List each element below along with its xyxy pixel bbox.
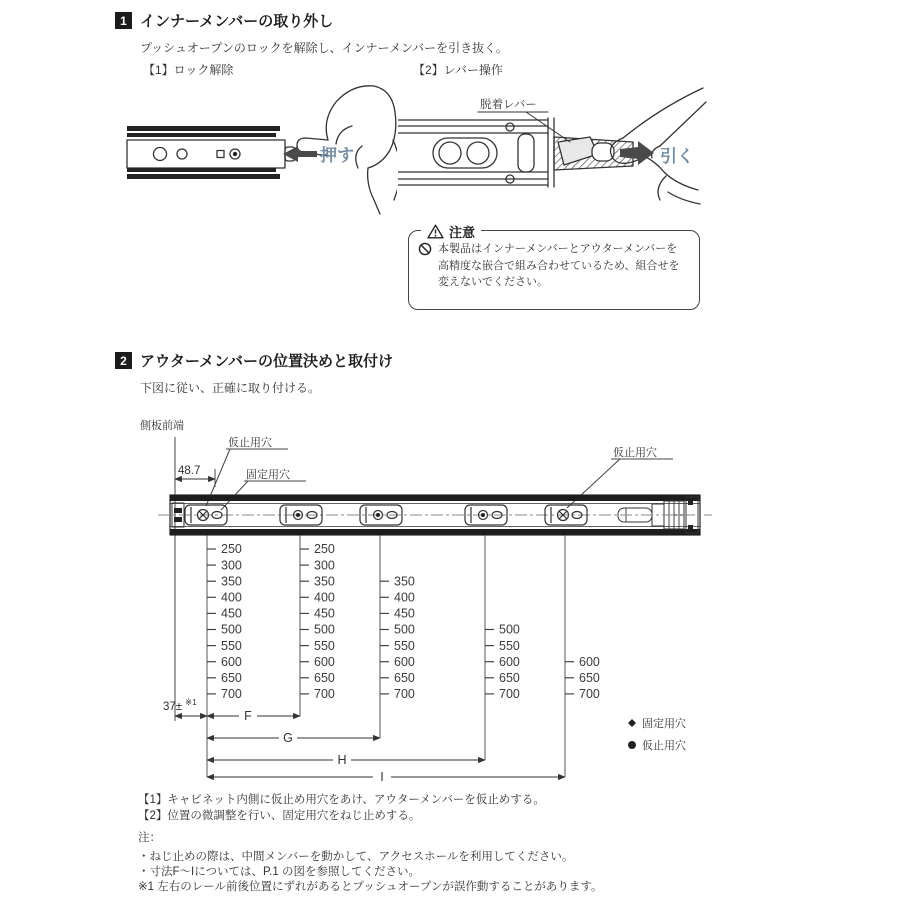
temp-hole-marker-icon — [628, 741, 636, 749]
ruler-tick-value: 650 — [579, 671, 600, 685]
notes-block — [138, 831, 603, 895]
outer-member-dimension-drawing — [130, 413, 780, 791]
caution-title: 注意 — [449, 225, 476, 240]
step-2: 【2】位置の微調整を行い、固定用穴をねじ止めする。 — [138, 809, 421, 822]
rail-stopper — [518, 134, 534, 172]
ruler-tick-value: 600 — [394, 654, 415, 669]
section1-intro: プッシュオープンのロックを解除し、インナーメンバーを引き抜く。 — [140, 41, 508, 55]
ruler-tick-value: 600 — [579, 654, 600, 669]
note-2: ・寸法F～Iについては、P.1 の図を参照してください。 — [138, 866, 420, 878]
dim-37-note-ref: ※1 — [185, 697, 197, 707]
detach-lever-label: 脱着レバー — [480, 99, 537, 111]
ruler-tick-value: 550 — [221, 638, 242, 653]
side-panel-front-label: 側板前端 — [140, 420, 184, 432]
pull-label: 引く — [660, 147, 694, 166]
figure1-lock-release-drawing — [122, 80, 397, 220]
temp-hole-right-label: 仮止用穴 — [613, 447, 657, 459]
dim-37-value: 37± — [163, 701, 183, 713]
ruler-tick-value: 700 — [579, 687, 600, 702]
figure2-caption: 【2】レバー操作 — [413, 63, 503, 77]
note-title: 注： — [138, 832, 161, 844]
ruler-tick-value: 250 — [314, 542, 335, 557]
note-3: ※1 左右のレール前後位置にずれがあるとプッシュオープンが誤作動することがあります。 — [138, 881, 603, 893]
ruler-tick-value: 700 — [394, 687, 415, 702]
ruler-tick-value: 700 — [221, 687, 242, 702]
fix-hole-label: 固定用穴 — [246, 469, 290, 481]
figure1-caption: 【1】ロック解除 — [143, 63, 234, 77]
ruler-tick-value: 300 — [221, 558, 242, 573]
ruler-tick-value: 500 — [221, 622, 242, 637]
ruler-tick-value: 350 — [314, 574, 335, 589]
temp-hole-left-label: 仮止用穴 — [228, 437, 272, 449]
figure2-lever-operation-drawing — [398, 80, 710, 220]
rail-top-band — [127, 126, 280, 131]
ruler-tick-value: 700 — [499, 687, 520, 702]
push-label: 押す — [320, 146, 354, 165]
span-dim-label: G — [283, 731, 293, 745]
section2-number-badge: 2 — [115, 352, 132, 369]
note-1: ・ねじ止めの際は、中間メンバーを動かして、アクセスホールを利用してください。 — [138, 851, 574, 863]
push-arrow-icon — [283, 146, 317, 162]
warning-triangle-icon — [427, 224, 444, 239]
section2-header — [115, 350, 393, 371]
ruler-tick-value: 350 — [394, 574, 415, 589]
caution-title-row — [421, 222, 481, 241]
mounting-steps — [138, 793, 545, 824]
section1-header — [115, 10, 333, 31]
ruler-tick-value: 550 — [394, 638, 415, 653]
ruler-tick-value: 550 — [314, 638, 335, 653]
ruler-tick-value: 450 — [221, 606, 242, 621]
ruler-tick-value: 400 — [314, 590, 335, 605]
ruler-tick-value: 250 — [221, 542, 242, 557]
ruler-tick-value: 550 — [499, 638, 520, 653]
section1-number-badge: 1 — [115, 12, 132, 29]
ruler-tick-value: 500 — [394, 622, 415, 637]
ruler-tick-value: 600 — [221, 654, 242, 669]
section2-intro: 下図に従い、正確に取り付ける。 — [140, 381, 321, 395]
ruler-tick-value: 650 — [499, 671, 520, 685]
ruler-tick-value: 700 — [314, 687, 335, 702]
caution-text: 本製品はインナーメンバーとアウターメンバーを 高精度な嵌合で組み合わせているため、組合せを 変えないでください。 — [438, 243, 680, 288]
prohibition-icon — [418, 242, 432, 256]
legend-fix-hole-label: 固定用穴 — [642, 718, 686, 730]
legend-temp-hole-label: 仮止用穴 — [642, 740, 686, 752]
ruler-tick-value: 500 — [314, 622, 335, 637]
rail-slot — [433, 138, 497, 168]
ruler-tick-value: 600 — [499, 654, 520, 669]
ruler-tick-value: 650 — [314, 671, 335, 685]
ruler-tick-value: 350 — [221, 574, 242, 589]
ruler-tick-value: 650 — [394, 671, 415, 685]
span-dim-label: F — [244, 709, 252, 723]
ruler-tick-value: 500 — [499, 622, 520, 637]
section1-title: インナーメンバーの取り外し — [140, 13, 334, 30]
ruler-tick-value: 600 — [314, 654, 335, 669]
ruler-tick-value: 450 — [314, 606, 335, 621]
caution-box — [408, 225, 700, 310]
ruler-tick-value: 400 — [394, 590, 415, 605]
length-ruler-columns — [207, 535, 600, 777]
ruler-tick-value: 300 — [314, 558, 335, 573]
span-dimension-lines — [207, 708, 565, 784]
span-dim-label: H — [337, 753, 347, 767]
ruler-tick-value: 400 — [221, 590, 242, 605]
ruler-tick-value: 650 — [221, 671, 242, 685]
ruler-tick-value: 450 — [394, 606, 415, 621]
dim-48-7-value: 48.7 — [178, 465, 201, 477]
section2-title: アウターメンバーの位置決めと取付け — [140, 353, 394, 370]
span-dim-label: I — [380, 770, 384, 784]
hole-legend — [628, 716, 686, 752]
step-1: 【1】キャビネット内側に仮止め用穴をあけ、アウターメンバーを仮止めする。 — [138, 794, 545, 806]
fix-hole-marker-icon — [628, 719, 636, 727]
